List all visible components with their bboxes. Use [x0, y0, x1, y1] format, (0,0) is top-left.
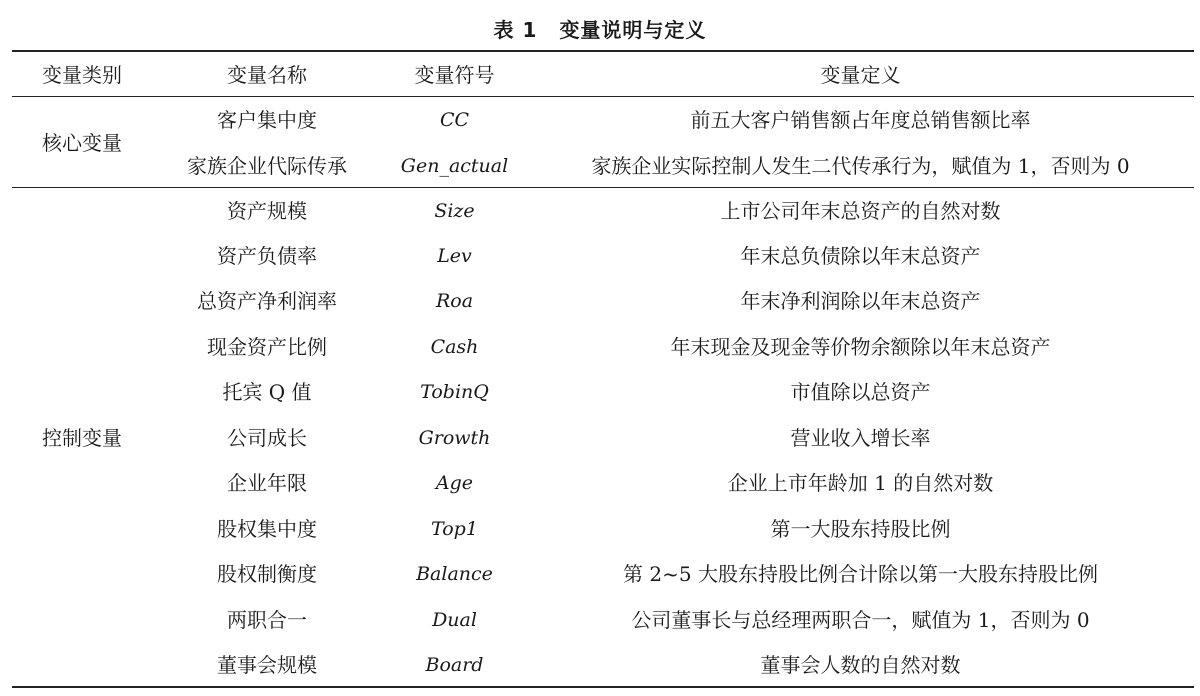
row-symbol: Age [435, 472, 474, 494]
row-symbol: Size [434, 200, 475, 222]
row-symbol: Balance [416, 563, 493, 585]
row-name: 家族企业代际传承 [187, 154, 347, 178]
row-name: 资产负债率 [217, 244, 317, 268]
row-symbol: Growth [418, 427, 491, 449]
row-definition: 第一大股东持股比例 [770, 517, 951, 541]
group-rule [12, 187, 1194, 188]
row-definition: 董事会人数的自然对数 [760, 653, 961, 677]
row-definition: 年末净利润除以年末总资产 [740, 289, 981, 313]
row-name: 企业年限 [227, 471, 307, 495]
row-name: 公司成长 [227, 426, 307, 450]
row-definition: 企业上市年龄加 1 的自然对数 [727, 471, 994, 495]
header-rule [12, 96, 1194, 97]
row-name: 总资产净利润率 [197, 289, 337, 313]
row-name: 两职合一 [227, 608, 307, 632]
row-name: 股权制衡度 [217, 562, 317, 586]
group-label-control: 控制变量 [42, 426, 122, 450]
row-symbol: Top1 [431, 518, 478, 540]
row-symbol: CC [439, 109, 470, 131]
caption-number: 表 1 [493, 18, 538, 42]
row-definition: 家族企业实际控制人发生二代传承行为，赋值为 1，否则为 0 [591, 154, 1130, 178]
row-name: 客户集中度 [217, 108, 317, 132]
row-definition: 市值除以总资产 [790, 380, 931, 404]
row-name: 托宾 Q 值 [222, 380, 312, 404]
row-symbol: Cash [430, 336, 479, 358]
row-symbol: Lev [437, 245, 472, 267]
row-definition: 第 2~5 大股东持股比例合计除以第一大股东持股比例 [623, 562, 1098, 586]
row-symbol: Gen_actual [400, 155, 509, 177]
row-definition: 前五大客户销售额占年度总销售额比率 [690, 108, 1031, 132]
row-name: 资产规模 [227, 199, 307, 223]
row-symbol: Board [425, 654, 484, 676]
row-name: 董事会规模 [217, 653, 317, 677]
header-definition: 变量定义 [820, 63, 901, 87]
table-caption [0, 14, 1200, 43]
row-name: 股权集中度 [217, 517, 317, 541]
row-definition: 公司董事长与总经理两职合一，赋值为 1，否则为 0 [631, 608, 1090, 632]
row-symbol: Roa [435, 290, 474, 312]
row-symbol: TobinQ [420, 381, 489, 403]
row-definition: 年末总负债除以年末总资产 [740, 244, 981, 268]
row-definition: 年末现金及现金等价物余额除以年末总资产 [670, 335, 1051, 359]
caption-title: 变量说明与定义 [559, 18, 707, 42]
row-name: 现金资产比例 [207, 335, 327, 359]
top-rule [12, 50, 1194, 52]
row-symbol: Dual [432, 609, 477, 631]
header-symbol: 变量符号 [414, 63, 495, 87]
header-name: 变量名称 [227, 63, 307, 87]
row-definition: 上市公司年末总资产的自然对数 [720, 199, 1001, 223]
bottom-rule [12, 686, 1194, 688]
row-definition: 营业收入增长率 [790, 426, 931, 450]
header-category: 变量类别 [42, 63, 122, 87]
group-label-core: 核心变量 [42, 131, 122, 155]
